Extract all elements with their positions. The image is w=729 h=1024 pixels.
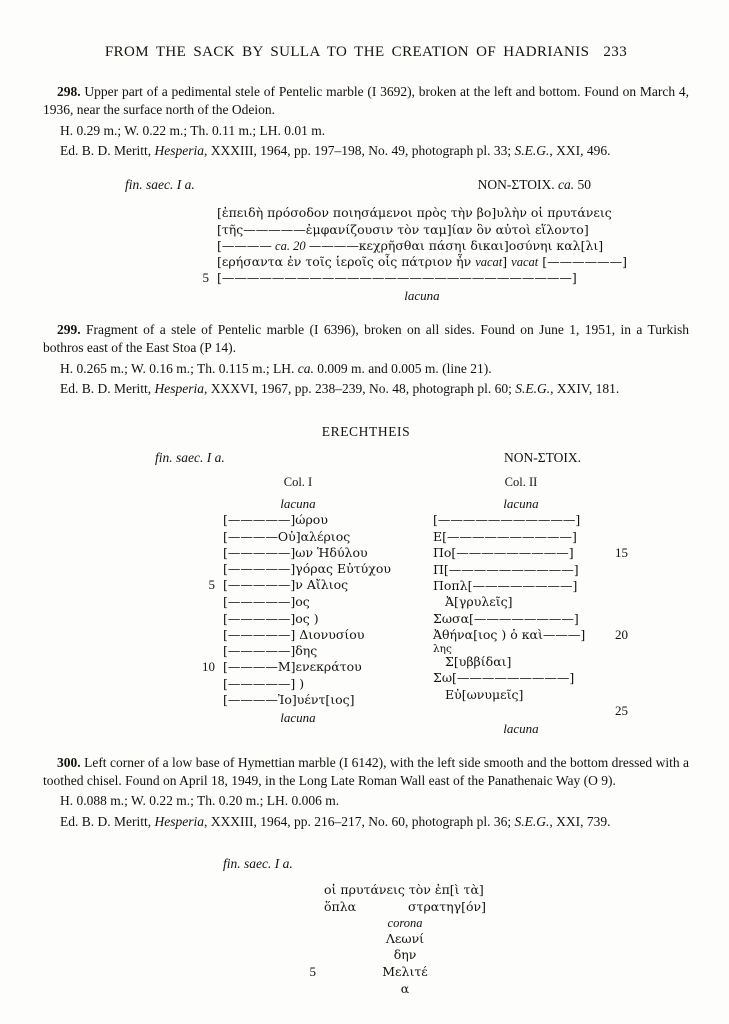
edition-text: Ed. B. D. Meritt, xyxy=(60,143,155,159)
greek-line-text: [—————]ος xyxy=(223,594,310,610)
seg-title: S.E.G. xyxy=(515,381,551,397)
journal-title: Hesperia xyxy=(154,143,204,159)
dimensions-text: H. 0.265 m.; W. 0.16 m.; Th. 0.115 m.; LH. xyxy=(60,360,298,376)
entry-299-edition xyxy=(43,380,689,398)
entry-298-number: 298. xyxy=(57,84,81,99)
greek-line-row xyxy=(433,529,643,545)
entry-299-dimensions xyxy=(43,360,689,378)
column-1 xyxy=(189,474,391,737)
lacuna-label: lacuna xyxy=(503,495,539,511)
journal-title: Hesperia xyxy=(154,813,204,829)
line-number: 15 xyxy=(615,544,628,560)
entry-298-inscription-header xyxy=(125,176,591,194)
greek-line-row xyxy=(189,676,373,692)
entry-299-columns xyxy=(189,474,689,737)
running-head-title: FROM THE SACK BY SULLA TO THE CREATION OF HADRIANIS xyxy=(104,44,590,60)
greek-line-row xyxy=(189,611,373,627)
greek-line-row xyxy=(189,529,373,545)
lacuna-label: lacuna xyxy=(280,709,316,725)
greek-segment: ὅπλα xyxy=(324,898,357,914)
entry-300-description xyxy=(43,754,689,790)
greek-segment: ————κεχρῆσθαι πάσηι δικαι]οσύνηι καλ[λι] xyxy=(308,237,604,253)
entry-299-description xyxy=(43,321,689,357)
seg-title: S.E.G. xyxy=(514,813,550,829)
greek-line-text: [———————————] xyxy=(433,512,581,528)
greek-line-row xyxy=(433,627,643,644)
greek-line-text: [—————]γόρας Εὐτύχου xyxy=(223,561,391,577)
line-number: 5 xyxy=(309,963,316,979)
edition-text: , XXXVI, 1967, pp. 238–239, No. 48, photograph pl. 60; xyxy=(204,381,516,397)
greek-segment: [——————] xyxy=(538,254,627,270)
greek-line-text: Π[——————————] xyxy=(433,561,579,577)
line-number: 5 xyxy=(208,577,215,593)
page-number: 233 xyxy=(603,44,628,60)
journal-title: Hesperia xyxy=(154,381,204,397)
entry-300-greek-text xyxy=(290,882,689,996)
entry-299-number: 299. xyxy=(57,322,81,338)
greek-line-text: [ἐπειδὴ πρόσοδον ποιησάμενοι πρὸς τὴν βο]υλὴν οἱ πρυτάνεις xyxy=(217,205,612,221)
greek-line-row xyxy=(189,512,373,528)
greek-line-text xyxy=(217,254,627,270)
greek-line-text: Ἀ[γρυλεῖς] xyxy=(445,594,513,610)
stoich-count: 50 xyxy=(574,176,591,192)
column-1-header: Col. I xyxy=(283,475,313,490)
lacuna-label: lacuna xyxy=(404,288,440,304)
lacuna-label: lacuna xyxy=(280,495,316,511)
line-number: 25 xyxy=(615,702,628,718)
column-2 xyxy=(433,474,643,737)
seg-title: S.E.G. xyxy=(514,143,550,159)
edition-text: , XXXIII, 1964, pp. 216–217, No. 60, photograph pl. 36; xyxy=(204,813,515,829)
entry-298-dimensions: H. 0.29 m.; W. 0.22 m.; Th. 0.11 m.; LH. 0.01 m. xyxy=(60,122,326,138)
greek-line-text: [————————————————————————————] xyxy=(217,270,577,286)
greek-line-text: [————Οὐ]αλέριος xyxy=(223,528,351,544)
greek-line-text: [————Μ]ενεκράτου xyxy=(223,659,362,675)
greek-line-text: Πο[—————————] xyxy=(433,544,574,560)
greek-line-text: [—————]ος ) xyxy=(223,610,319,626)
stoich-ca: ca. xyxy=(558,176,575,192)
greek-line-text: οἱ πρυτάνεις τὸν ἐπ[ὶ τὰ] xyxy=(324,882,484,898)
stoich-text: ΝΟΝ-ΣΤΟΙΧ. xyxy=(477,176,558,192)
greek-line-text: [—————] Διονυσίου xyxy=(223,626,365,642)
edition-text: , XXIV, 181. xyxy=(550,381,620,397)
greek-line-text: [—————]ώρου xyxy=(223,512,328,528)
greek-line-text: Εὐ[ωνυμεῖς] xyxy=(445,686,524,702)
entry-298-description xyxy=(43,83,689,119)
greek-line-row xyxy=(189,561,391,577)
greek-line-text: Ἀθήνα[ιος ) ὁ καὶ———] xyxy=(433,626,586,642)
line-number: 10 xyxy=(202,659,215,675)
greek-line-row xyxy=(433,670,643,686)
greek-line-row xyxy=(433,594,643,610)
greek-line-text: [—————] ) xyxy=(223,676,305,692)
line-number: 5 xyxy=(202,270,209,286)
line-number: 20 xyxy=(615,626,628,642)
greek-line-row xyxy=(183,254,627,270)
corona-note: corona xyxy=(387,915,423,930)
greek-line-text: Ποπλ[————————] xyxy=(433,578,578,594)
greek-line-row xyxy=(290,882,689,898)
greek-line-text: [—————]ων Ἡδύλου xyxy=(223,544,368,560)
entry-300-date-label: fin. saec. I a. xyxy=(223,856,293,872)
greek-line-row xyxy=(183,270,627,287)
greek-line-row xyxy=(189,627,373,643)
greek-segment: [ερήσαντα ἐν τοῖς ἱεροῖς οἷς πάτριον ἦν xyxy=(217,254,476,270)
greek-line-row xyxy=(433,611,643,627)
greek-line-row xyxy=(290,915,689,931)
edition-text: Ed. B. D. Meritt, xyxy=(60,813,155,829)
greek-line-text: [—————]ν Αἴλιος xyxy=(223,577,349,593)
greek-segment: στρατηγ[όν] xyxy=(408,898,486,914)
greek-line-text: δην xyxy=(393,947,417,963)
greek-line-row xyxy=(433,512,643,528)
greek-line-row xyxy=(433,562,643,578)
greek-line-row xyxy=(189,643,373,659)
greek-line-row xyxy=(183,205,627,221)
entry-300-number: 300. xyxy=(57,754,81,770)
greek-line-row xyxy=(183,238,627,254)
greek-line-text: Λεωνί xyxy=(385,931,425,947)
ca-20-note: ca. 20 xyxy=(271,238,309,253)
greek-line-text: λης xyxy=(433,642,452,655)
lacuna-label: lacuna xyxy=(503,720,539,736)
entry-299 xyxy=(43,321,689,738)
entry-298-date-label: fin. saec. I a. xyxy=(125,176,195,192)
greek-line-text: α xyxy=(400,980,410,996)
entry-298-stoichedon-label xyxy=(478,176,591,194)
greek-line-text: Σωσα[————————] xyxy=(433,610,579,626)
edition-text: , XXI, 496. xyxy=(549,143,611,159)
entry-299-stoichedon-label: ΝΟΝ-ΣΤΟΙΧ. xyxy=(504,449,581,465)
dimensions-text: 0.009 m. and 0.005 m. (line 21). xyxy=(313,360,492,376)
entry-299-inscription-header xyxy=(155,449,581,467)
greek-line-row xyxy=(433,703,643,720)
entry-300-dimensions: H. 0.088 m.; W. 0.22 m.; Th. 0.20 m.; LH. 0.006 m. xyxy=(60,793,340,809)
greek-line-row xyxy=(189,692,373,708)
greek-line-text xyxy=(217,238,603,254)
entry-300 xyxy=(43,754,689,997)
greek-line-row xyxy=(433,654,643,670)
greek-line-row xyxy=(189,545,373,561)
edition-text: , XXXIII, 1964, pp. 197–198, No. 49, photograph pl. 33; xyxy=(204,143,515,159)
greek-line-row xyxy=(189,594,373,610)
greek-segment: ] xyxy=(502,254,512,270)
greek-line-row xyxy=(433,578,643,594)
greek-line-text: Μελιτέ xyxy=(382,963,428,979)
greek-line-text: Σ[υββίδαι] xyxy=(445,654,512,670)
entry-298 xyxy=(43,83,689,305)
edition-text: Ed. B. D. Meritt, xyxy=(60,381,155,397)
greek-line-row xyxy=(433,545,643,562)
entry-300-description-text: Left corner of a low base of Hymettian marble (I 6142), with the left side smooth and the bottom dressed with a toothed chisel. Found on April 18, 1949, in the Long Late Roman Wall east of the Panathenaic Way (O 9). xyxy=(43,754,690,788)
column-2-header: Col. II xyxy=(504,475,538,490)
greek-line-row xyxy=(290,947,689,963)
ca-abbrev: ca. xyxy=(297,360,314,376)
edition-text: , XXI, 739. xyxy=(549,813,611,829)
tribe-heading: ERECHTHEIS xyxy=(321,423,411,439)
greek-line-row xyxy=(290,899,689,915)
greek-line-row xyxy=(290,981,689,997)
greek-line-row xyxy=(183,222,627,238)
greek-line-row xyxy=(290,931,689,947)
entry-298-edition xyxy=(43,142,689,160)
greek-line-row xyxy=(290,964,689,981)
greek-segment: [———— xyxy=(217,237,272,253)
entry-298-greek-text xyxy=(183,205,627,305)
running-head xyxy=(43,44,689,61)
greek-line-row xyxy=(189,659,373,676)
vacat-note: vacat xyxy=(475,255,503,270)
greek-line-text: [————Ἰο]υέντ[ιος] xyxy=(223,692,355,708)
greek-line-text: Ε[——————————] xyxy=(433,528,577,544)
entry-299-description-text: Fragment of a stele of Pentelic marble (I 6396), broken on all sides. Found on June 1, 1951, in a Turkish bothros east of the East Stoa (P 14). xyxy=(43,322,690,355)
entry-300-edition xyxy=(43,813,689,831)
entry-299-date-label: fin. saec. I a. xyxy=(155,449,225,465)
entry-298-description-text: Upper part of a pedimental stele of Pentelic marble (I 3692), broken at the left and bottom. Found on March 4, 1936, near the surface north of the Odeion. xyxy=(43,84,690,117)
greek-line-row xyxy=(433,687,643,703)
greek-line-text: [—————]δης xyxy=(223,643,318,659)
greek-line-row xyxy=(433,644,643,655)
greek-line-text: [τῆς—————ἐμφανίζουσιν τὸν ταμ]ίαν ὃν αὐτοὶ εἵλοντο] xyxy=(217,221,589,237)
greek-line-text: Σω[—————————] xyxy=(433,670,575,686)
greek-line-text xyxy=(324,899,486,915)
vacat-note: vacat xyxy=(511,255,539,270)
greek-line-row xyxy=(189,577,373,594)
